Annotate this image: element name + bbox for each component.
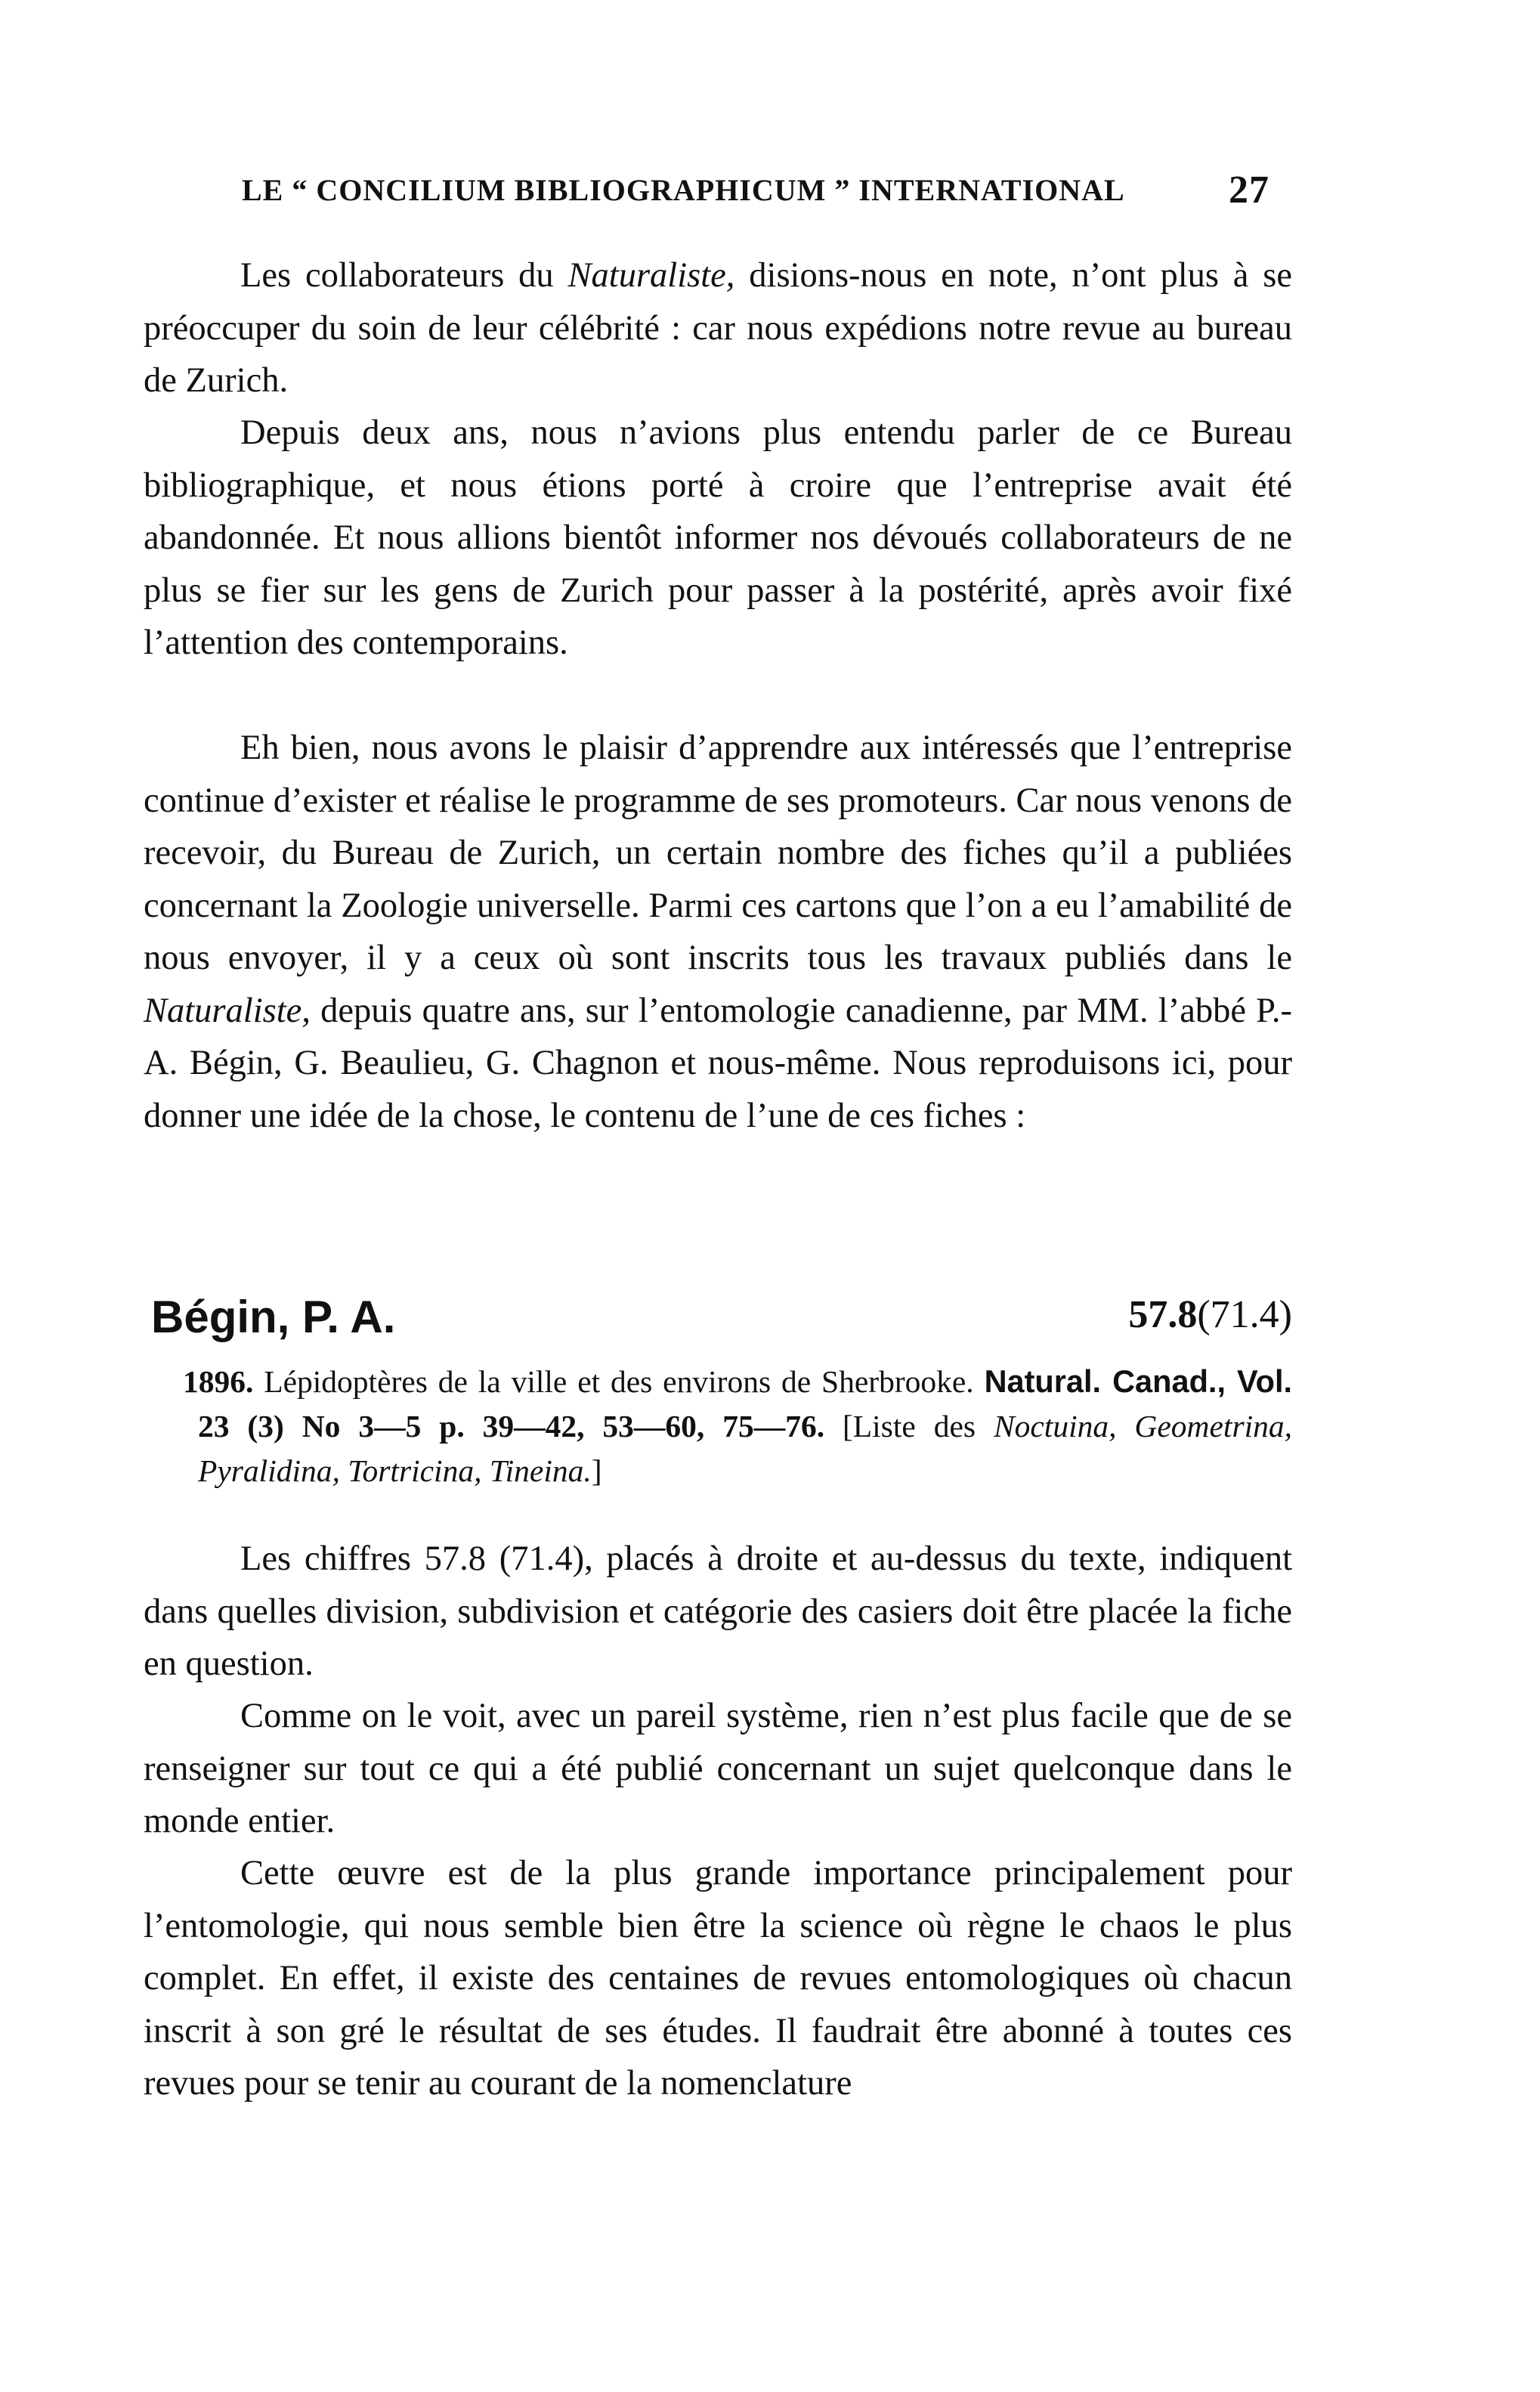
paragraph-4: Les chiffres 57.8 (71.4), placés à droite et au-dessus du texte, indiquent dans quelles division, subdivision et catégorie des casiers doit être placée la fiche en question. (144, 1539, 1292, 1683)
paragraph-3-text-a: Eh bien, nous avons le plaisir d’apprendre aux intéressés que l’entreprise continue d’exister et réalise le programme de ses promoteurs. Car nous venons de recevoir, du Bureau de Zurich, un certain nombre des fiches qu’il a publiées concernant la Zoologie universelle. Parmi ces cartons que l’on a eu l’amabilité de nous envoyer, il y a ceux où sont inscrits tous les travaux publiés dans le (144, 729, 1292, 977)
bibliographic-card (144, 1291, 1292, 1493)
paragraph-6: Cette œuvre est de la plus grande importance principalement pour l’entomologie, qui nous semble bien être la science où règne le chaos le plus complet. En effet, il existe des centaines de revues entomologiques où chacun inscrit à son gré le résultat de ses études. Il faudrait être abonné à toutes ces revues pour se tenir au courant de la nomenclature (144, 1854, 1292, 2103)
journal-name-italic: Naturaliste, (567, 256, 735, 295)
card-citation (183, 1359, 1293, 1493)
card-note-open: [Liste des (824, 1409, 994, 1444)
card-note-taxa: Noctuina, Geometrina, Pyralidina, Tortricina, Tineina. (198, 1409, 1292, 1488)
running-header (242, 169, 1269, 218)
paragraph-1 (144, 249, 1292, 407)
card-journal: Natural. Canad., Vol. (984, 1363, 1293, 1399)
card-title: Lépidoptères de la ville et des environs de Sherbrooke. (253, 1364, 974, 1399)
card-author: Bégin, P. A. (151, 1292, 396, 1342)
page-number: 27 (1229, 169, 1269, 212)
paragraph-3 (144, 722, 1292, 1142)
card-classification-code (1128, 1292, 1292, 1337)
card-volume: 23 (3) No 3—5 p. 39—42, 53—60, 75—76. (198, 1409, 825, 1444)
card-code-main: 57.8 (1128, 1293, 1198, 1336)
card-year: 1896. (183, 1364, 254, 1399)
journal-name-italic: Naturaliste, (144, 991, 311, 1030)
paragraph-5: Comme on le voit, avec un pareil système, rien n’est plus facile que de se renseigner sur tout ce qui a été publié concernant un sujet quelconque dans le monde entier. (144, 1697, 1292, 1840)
card-note-close: ] (591, 1453, 602, 1488)
paragraph-1-text-b: disions-nous en note, n’ont plus à se préoccuper du soin de leur célébrité : car nous expédions notre revue au bureau de Zurich. (144, 256, 1292, 400)
card-code-sub: (71.4) (1197, 1293, 1292, 1336)
paragraph-3-text-b: depuis quatre ans, sur l’entomologie canadienne, par MM. l’abbé P.-A. Bégin, G. Beaulieu, G. Chagnon et nous-même. Nous reproduisons ici, pour donner une idée de la chose, le contenu de l’une de ces fiches : (144, 991, 1292, 1135)
paragraph-2: Depuis deux ans, nous n’avions plus entendu parler de ce Bureau bibliographique, et nous étions porté à croire que l’entreprise avait été abandonnée. Et nous allions bientôt informer nos dévoués collaborateurs de ne plus se fier sur les gens de Zurich pour passer à la postérité, après avoir fixé l’attention des contemporains. (144, 413, 1292, 662)
card-header (144, 1291, 1292, 1359)
card-body (183, 1359, 1292, 1493)
paragraph-1-text-a: Les collaborateurs du (240, 256, 568, 295)
running-title: LE “ CONCILIUM BIBLIOGRAPHICUM ” INTERNATIONAL (242, 173, 1125, 207)
